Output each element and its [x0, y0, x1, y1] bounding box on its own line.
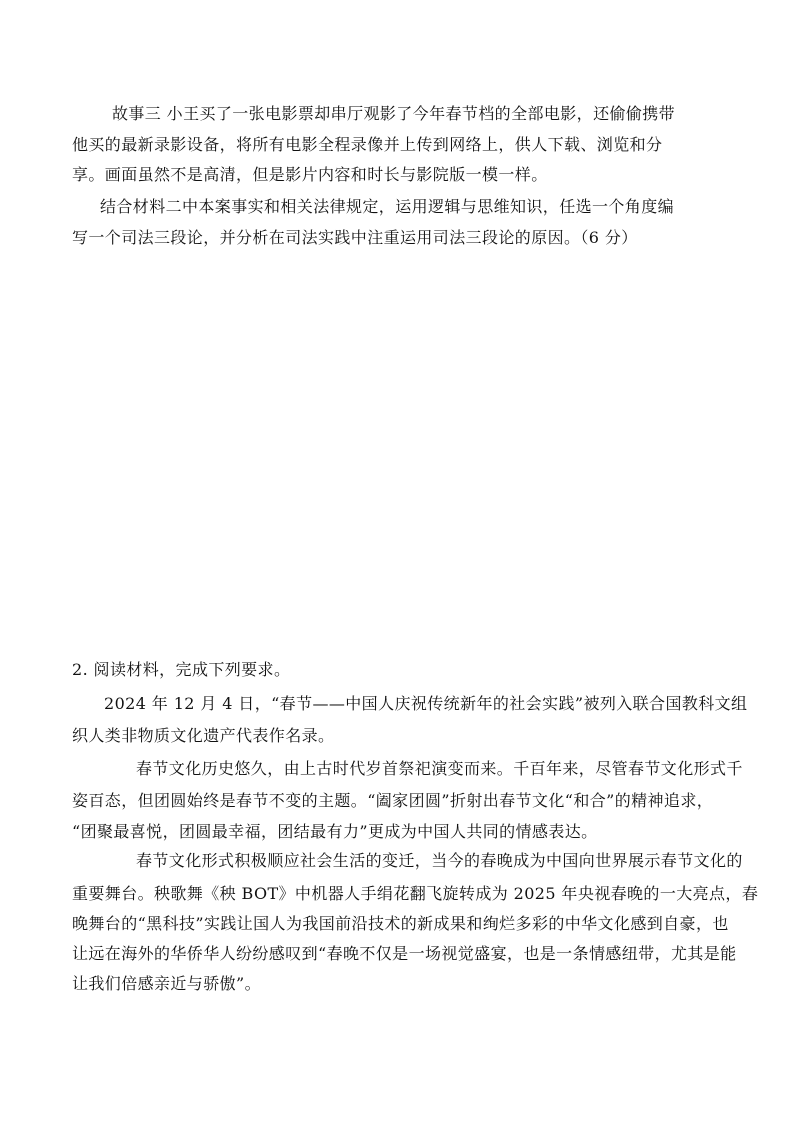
- story3-line-1: 故事三 小王买了一张电影票却串厅观影了今年春节档的全部电影，还偷偷携带: [112, 104, 676, 123]
- question2-para1-line-2: 织人类非物质文化遗产代表作名录。: [72, 726, 335, 745]
- question2-para2-line-3: “团聚最喜悦，团圆最幸福，团结最有力”更成为中国人共同的情感表达。: [72, 822, 598, 841]
- story3-line-3: 享。画面虽然不是高清，但是影片内容和时长与影院版一模一样。: [72, 165, 548, 184]
- question2-para3-line-5: 让我们倍感亲近与骄傲”。: [72, 974, 261, 993]
- question1-line-2: 写一个司法三段论，并分析在司法实践中注重运用司法三段论的原因。（6 分）: [72, 228, 638, 247]
- question2-heading: 2. 阅读材料，完成下列要求。: [72, 660, 291, 679]
- question1-line-1: 结合材料二中本案事实和相关法律规定，运用逻辑与思维知识，任选一个角度编: [100, 197, 675, 216]
- question2-para3-line-2: 重要舞台。秧歌舞《秧 BOT》中机器人手绢花翻飞旋转成为 2025 年央视春晚的一大亮点，春: [72, 884, 759, 903]
- question2-para3-line-4: 让远在海外的华侨华人纷纷感叹到“春晚不仅是一场视觉盛宴，也是一条情感纽带，尤其是能: [72, 944, 737, 963]
- question2-para3-line-3: 晚舞台的“黑科技”实践让国人为我国前沿技术的新成果和绚烂多彩的中华文化感到自豪，也: [72, 914, 729, 933]
- story3-line-2: 他买的最新录影设备，将所有电影全程录像并上传到网络上，供人下载、浏览和分: [72, 135, 663, 154]
- question2-para2-line-2: 姿百态，但团圆始终是春节不变的主题。“阖家团圆”折射出春节文化“和合”的精神追求，: [72, 791, 714, 810]
- question2-para1-line-1: 2024 年 12 月 4 日，“春节——中国人庆祝传统新年的社会实践”被列入联合国教科文组: [104, 694, 748, 713]
- question2-para2-line-1: 春节文化历史悠久，由上古时代岁首祭祀演变而来。千百年来，尽管春节文化形式千: [136, 759, 743, 778]
- question2-para3-line-1: 春节文化形式积极顺应社会生活的变迁，当今的春晚成为中国向世界展示春节文化的: [136, 851, 743, 870]
